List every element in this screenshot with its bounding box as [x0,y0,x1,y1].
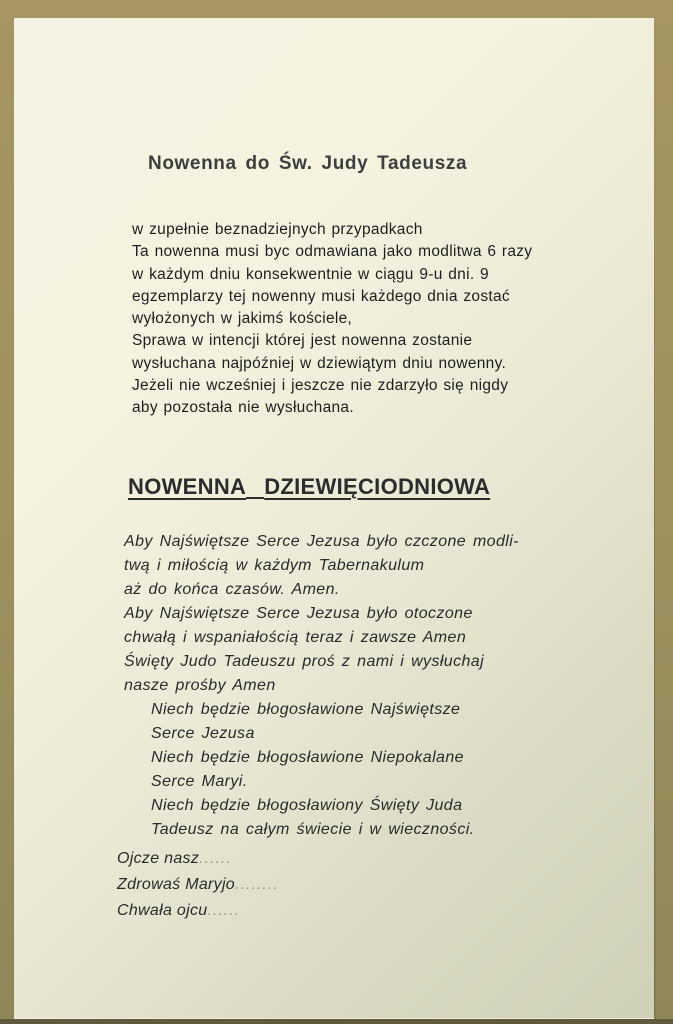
intro-line: Sprawa w intencji której jest nowenna zostanie [132,332,473,350]
intro-line: aby pozostała nie wysłuchana. [132,399,354,417]
intro-line: wysłuchana najpóźniej w dziewiątym dniu nowenny. [132,354,507,372]
prayer-line: twą i miłością w każdym Tabernakulum [124,557,425,574]
closing-prayer-our-father [117,846,279,872]
closing-prayer-text: Chwała ojcu [117,902,208,919]
intro-line: egzemplarzy tej nowenny musi każdego dnia zostać [132,287,510,305]
intro-line: wyłożonych w jakimś kościele, [132,310,353,328]
heading-word: NOWENNA [128,474,247,499]
blessing-line: Niech będzie błogosławiony Święty Juda [151,797,463,814]
closing-prayer-glory-be [117,898,279,924]
table-edge [0,1019,673,1024]
underline-gap [246,475,264,499]
prayer-line: Aby Najświętsze Serce Jezusa było czczone modli- [124,533,519,550]
section-heading [128,474,490,500]
closing-prayer-text: Zdrowaś Maryjo [117,876,236,893]
intro-line: Jeżeli nie wcześniej i jeszcze nie zdarzyło się nigdy [132,377,509,395]
ellipsis-dots: ........ [235,876,279,893]
intro-line: Ta nowenna musi byc odmawiana jako modlitwa 6 razy [132,243,533,261]
ellipsis-dots: ...... [199,850,232,867]
intro-line: w zupełnie beznadziejnych przypadkach [132,221,423,238]
prayer-line: chwałą i wspaniałością teraz i zawsze Amen [124,629,467,646]
blessing-line: Niech będzie błogosławione Najświętsze [151,701,461,718]
ellipsis-dots: ...... [207,902,241,919]
document-title: Nowenna do Św. Judy Tadeusza [148,153,468,174]
blessing-line: Tadeusz na całym świecie i w wieczności. [151,821,475,838]
heading-word: DZIEWIĘCIODNIOWA [264,474,491,499]
prayer-line: Święty Judo Tadeuszu proś z nami i wysłuchaj [124,653,485,670]
prayer-line: Aby Najświętsze Serce Jezusa było otoczone [124,605,473,622]
closing-prayer-hail-mary [117,872,279,898]
blessing-line: Serce Maryi. [151,773,248,790]
prayer-line: nasze prośby Amen [124,677,276,694]
blessing-line: Serce Jezusa [151,725,255,742]
intro-paragraph [132,219,672,420]
intro-line: w każdym dniu konsekwentnie w ciągu 9-u dni. 9 [132,265,489,283]
closing-prayer-text: Ojcze nasz [117,850,200,867]
prayer-line: aż do końca czasów. Amen. [124,581,340,598]
blessing-line: Niech będzie błogosławione Niepokalane [151,749,464,766]
novena-prayer [124,530,654,842]
closing-prayers [117,846,279,924]
